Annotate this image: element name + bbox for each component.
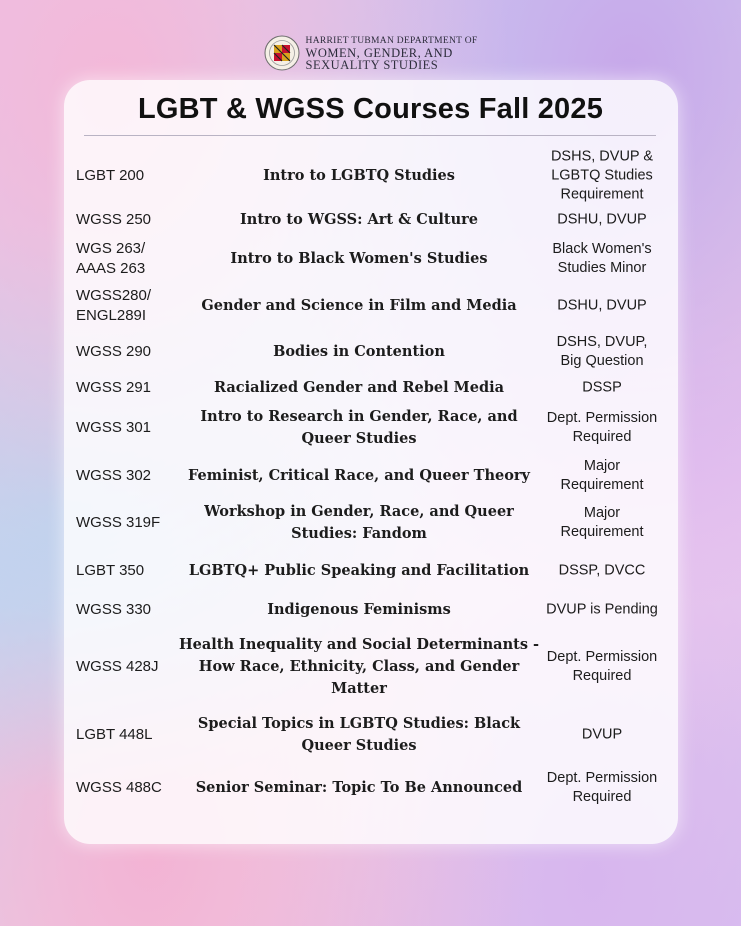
course-code: WGSS 290 <box>76 343 152 360</box>
course-requirement: DVUP is Pending <box>546 601 658 618</box>
department-line-1: HARRIET TUBMAN DEPARTMENT OF <box>305 35 478 46</box>
course-code: WGSS 250 <box>76 211 152 228</box>
course-code: WGSS 301 <box>76 419 152 436</box>
course-title: Senior Seminar: Topic To Be Announced <box>195 779 523 796</box>
course-title: Racialized Gender and Rebel Media <box>213 379 504 396</box>
course-code: WGSS 330 <box>76 601 152 618</box>
department-line-3: SEXUALITY STUDIES <box>305 57 439 72</box>
course-requirement: Black Women's Studies Minor <box>552 241 652 276</box>
course-requirement: DSHS, DVUP, Big Question <box>556 334 648 369</box>
course-requirement: DSHS, DVUP & LGBTQ Studies Requirement <box>550 148 654 203</box>
course-requirement: DSHU, DVUP <box>557 297 647 314</box>
course-title: Intro to Black Women's Studies <box>230 250 488 267</box>
course-requirement: DSSP <box>582 379 622 396</box>
course-title: Intro to WGSS: Art & Culture <box>240 211 478 228</box>
course-code: LGBT 200 <box>76 167 145 184</box>
course-code: WGSS 319F <box>76 514 161 531</box>
course-code: WGSS 302 <box>76 467 152 484</box>
department-header <box>0 33 741 73</box>
course-code: LGBT 350 <box>76 562 145 579</box>
course-title: Workshop in Gender, Race, and Queer Studies: Fandom <box>204 503 514 542</box>
course-requirement: Major Requirement <box>560 505 644 540</box>
course-title: Bodies in Contention <box>273 343 445 360</box>
course-requirement: Dept. Permission Required <box>546 649 658 684</box>
department-name <box>306 36 478 71</box>
course-title: Intro to LGBTQ Studies <box>263 167 455 184</box>
course-title: Gender and Science in Film and Media <box>201 297 517 314</box>
course-requirement: Dept. Permission Required <box>546 410 658 445</box>
page-title: LGBT & WGSS Courses Fall 2025 <box>137 93 604 125</box>
course-requirement: Dept. Permission Required <box>546 770 658 805</box>
course-requirement: Major Requirement <box>560 458 644 493</box>
course-requirement: DSHU, DVUP <box>557 211 647 228</box>
course-code: LGBT 448L <box>76 726 153 743</box>
title-divider <box>84 135 656 136</box>
course-requirement: DVUP <box>581 726 623 743</box>
department-line-2: WOMEN, GENDER, AND <box>305 45 453 60</box>
course-code: WGSS 488C <box>76 779 162 796</box>
course-title: Special Topics in LGBTQ Studies: Black Queer Studies <box>197 715 521 754</box>
course-title: Intro to Research in Gender, Race, and Queer Studies <box>200 408 518 447</box>
course-title: Health Inequality and Social Determinants - How Race, Ethnicity, Class, and Gender Matter <box>178 636 540 697</box>
course-code: WGS 263/ AAAS 263 <box>76 240 146 277</box>
course-code: WGSS 291 <box>76 379 152 396</box>
university-seal-icon <box>264 35 300 71</box>
course-requirement: DSSP, DVCC <box>558 562 646 579</box>
course-code: WGSS 428J <box>76 658 159 675</box>
course-title: LGBTQ+ Public Speaking and Facilitation <box>188 562 530 579</box>
course-title: Feminist, Critical Race, and Queer Theory <box>188 467 530 484</box>
course-code: WGSS280/ ENGL289I <box>76 287 152 324</box>
course-title: Indigenous Feminisms <box>267 601 451 618</box>
